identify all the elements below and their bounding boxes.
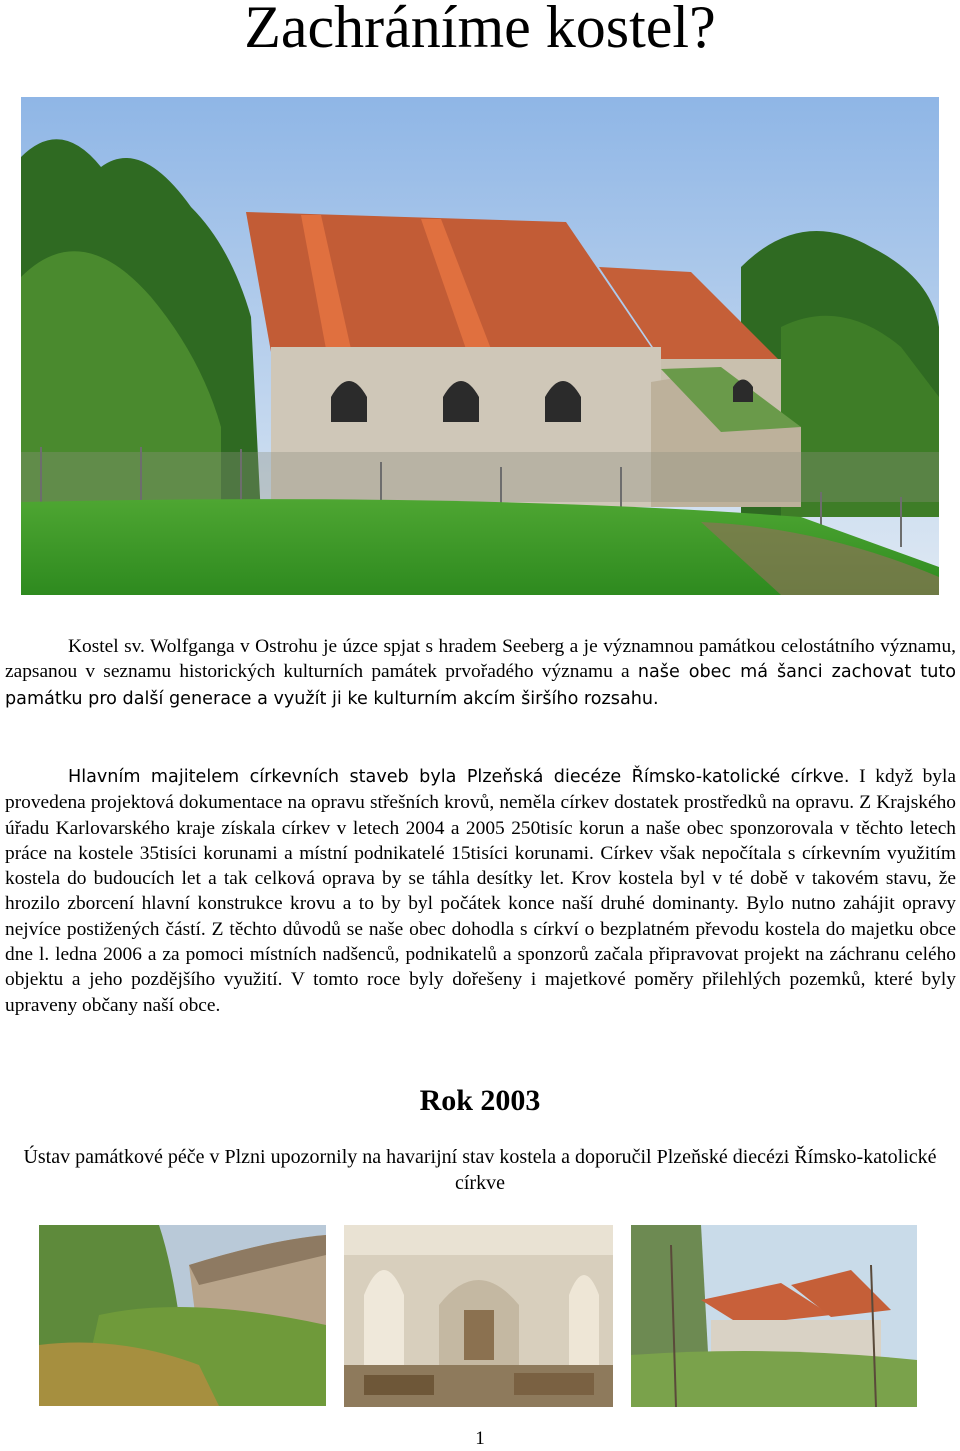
church-exterior-photo [21,97,939,595]
section-heading: Rok 2003 [419,1084,541,1117]
church-interior-photo [344,1225,613,1407]
history-paragraph-sans-text: Hlavním majitelem církevních staveb byla Plzeňská diecéze Římsko-katolické církve. [68,767,850,787]
history-paragraph-serif-text: I když byla provedena projektová dokumentace na opravu střešních krovů, neměla církev dostatek prostředků na opravu. Z Krajského úřadu Karlovarského kraje získala církev v letech 2004 a 2005 250tisíc korun a naše obec sponzorovala v těchto letech práce na kostele 35tisíci korunami a místní podnikatelé 15tisíci korunami. Církev však nepočítala s církevním využitím kostela do budoucích let a tak celková oprava by se táhla desítky let. Krov kostela byl v té době v takovém stavu, že hrozilo zborcení hlavní konstrukce krovu a to by byl počátek konce naší druhé dominanty. Bylo nutno zahájit opravy nejvíce postižených částí. Z těchto důvodů se naše obec dohodla s církví o bezplatném převodu kostela do majetku obce dne l. ledna 2006 a za pomoci místních nadšenců, podnikatelů a sponzorů začala připravovat projekt na záchranu celého objektu a jeho pozdějšího využití. V tomto roce byly dořešeny i majetkové poměry přilehlých pozemků, které byly upraveny občany naší obce. [5,766,956,1016]
church-rear-photo [631,1225,917,1407]
section-text: Ústav památkové péče v Plzni upozornily na havarijní stav kostela a doporučil Plzeňské diecézi Římsko-katolické církve [23,1146,937,1194]
page-number: 1 [475,1428,485,1449]
intro-paragraph [5,634,956,712]
intro-paragraph-serif-text: Kostel sv. Wolfganga v Ostrohu je úzce spjat s hradem Seeberg a je významnou památkou celostátního významu, zapsanou v seznamu historických kulturních památek prvořadého významu a [5,636,956,683]
intro-paragraph-sans-text: naše obec má šanci zachovat tuto památku pro další generace a využít ji ke kulturním akcím širšího rozsahu. [5,662,957,709]
page-title: Zachráníme kostel? [244,0,716,60]
overgrown-wall-photo [39,1225,326,1406]
history-paragraph [5,764,956,1018]
